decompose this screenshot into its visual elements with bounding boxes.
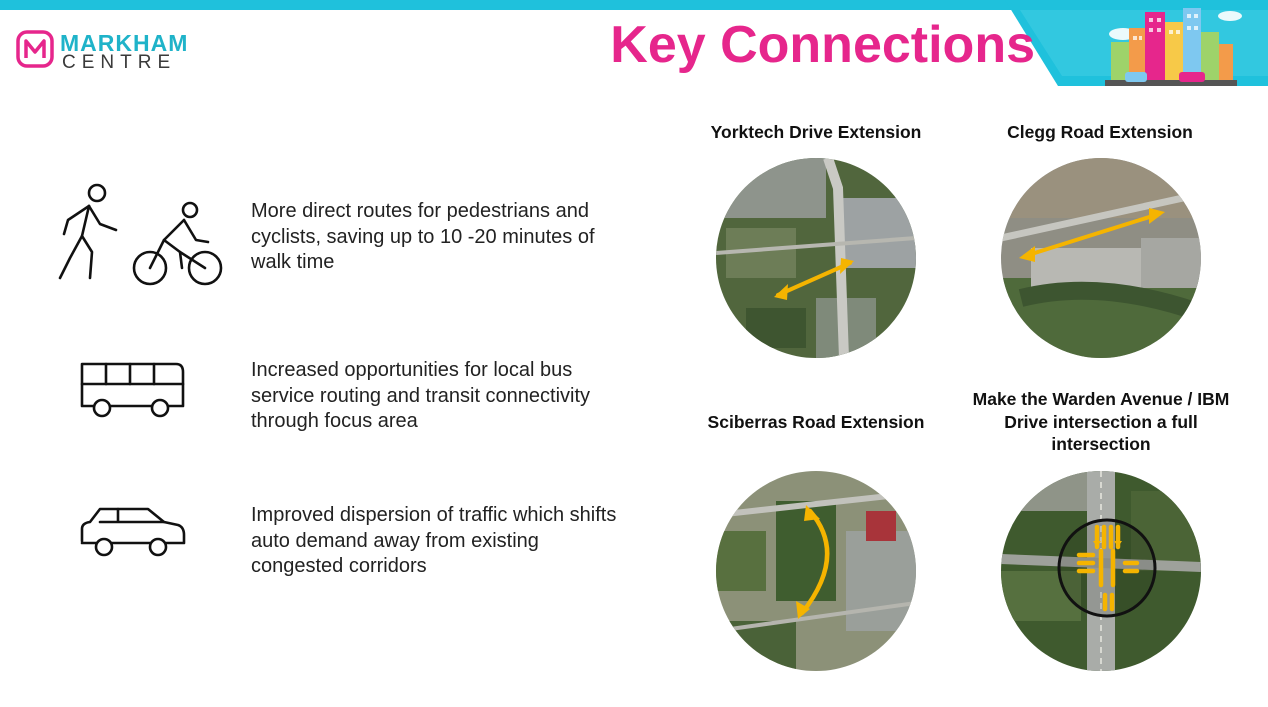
- car-icon: [78, 503, 188, 563]
- benefit-text-transit: Increased opportunities for local bus service routing and transit connectivity through focus area: [251, 359, 591, 432]
- benefit-item-traffic: [40, 503, 640, 577]
- benefit-text-traffic: Improved dispersion of traffic which shifts auto demand away from existing congested corridors: [251, 504, 617, 577]
- benefits-list: [40, 170, 640, 610]
- benefit-item-active-transport: [40, 180, 640, 290]
- markham-centre-logo: [16, 30, 216, 72]
- logo-mark-icon: [16, 30, 54, 68]
- aerial-map-clegg: [1001, 158, 1201, 358]
- aerial-map-warden: [1001, 471, 1201, 671]
- city-skyline-icon: [1095, 4, 1245, 90]
- aerial-map-yorktech: [716, 158, 916, 358]
- page-title: Key Connections: [610, 16, 1035, 74]
- connection-title-warden: Make the Warden Avenue / IBM Drive intersection a full intersection: [972, 389, 1230, 454]
- bus-icon: [78, 358, 188, 422]
- pedestrian-cyclist-icon: [40, 180, 230, 290]
- connection-title-clegg: Clegg Road Extension: [1007, 122, 1193, 142]
- benefit-text-active-transport: More direct routes for pedestrians and cyclists, saving up to 10 -20 minutes of walk time: [251, 200, 595, 273]
- aerial-map-sciberras: [716, 471, 916, 671]
- connection-title-yorktech: Yorktech Drive Extension: [710, 122, 922, 142]
- connection-title-sciberras: Sciberras Road Extension: [707, 412, 925, 432]
- benefit-item-transit: [40, 358, 640, 432]
- logo-text-centre: CENTRE: [62, 52, 177, 73]
- logo-text-markham: MARKHAM: [60, 30, 189, 56]
